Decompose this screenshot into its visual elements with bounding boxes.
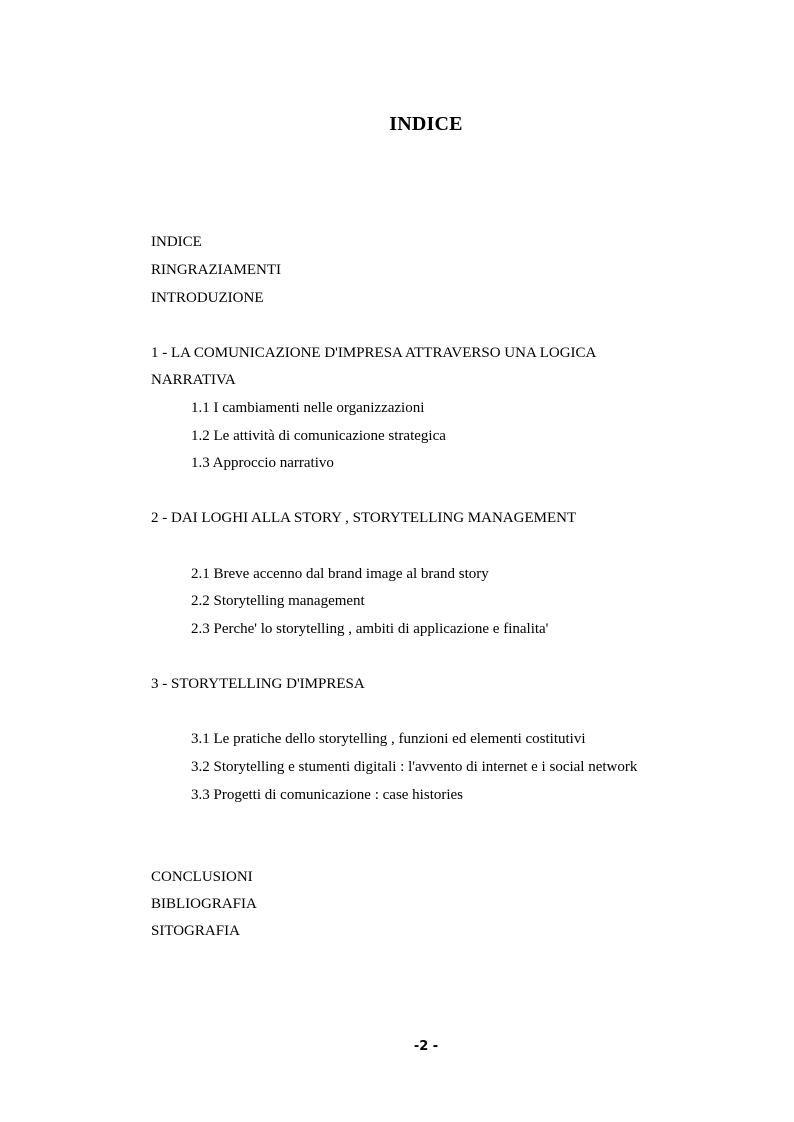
toc-section-2-3: 2.3 Perche' lo storytelling , ambiti di applicazione e finalita' (191, 621, 549, 637)
toc-chapter-2-title: 2 - DAI LOGHI ALLA STORY , STORYTELLING MANAGEMENT (151, 510, 577, 526)
toc-section-1-3: 1.3 Approccio narrativo (191, 455, 334, 471)
toc-entry-conclusioni: CONCLUSIONI (151, 869, 253, 885)
toc-section-2-2: 2.2 Storytelling management (191, 593, 365, 609)
toc-entry-introduzione: INTRODUZIONE (151, 290, 264, 306)
toc-chapter-1-title-continued: NARRATIVA (151, 372, 236, 388)
page-number: -2 - (413, 1039, 439, 1054)
toc-section-1-1: 1.1 I cambiamenti nelle organizzazioni (191, 400, 425, 416)
toc-entry-bibliografia: BIBLIOGRAFIA (151, 896, 257, 912)
toc-chapter-1-title: 1 - LA COMUNICAZIONE D'IMPRESA ATTRAVERSO UNA LOGICA (151, 345, 597, 361)
toc-chapter-3-title: 3 - STORYTELLING D'IMPRESA (151, 676, 365, 692)
toc-entry-indice: INDICE (151, 234, 202, 250)
toc-section-3-1: 3.1 Le pratiche dello storytelling , funzioni ed elementi costitutivi (191, 731, 586, 747)
toc-section-1-2: 1.2 Le attività di comunicazione strategica (191, 428, 446, 444)
toc-section-2-1: 2.1 Breve accenno dal brand image al brand story (191, 566, 489, 582)
toc-entry-sitografia: SITOGRAFIA (151, 923, 240, 939)
toc-entry-ringraziamenti: RINGRAZIAMENTI (151, 262, 281, 278)
toc-section-3-3: 3.3 Progetti di comunicazione : case histories (191, 787, 464, 803)
page-title: INDICE (389, 113, 463, 135)
toc-section-3-2: 3.2 Storytelling e stumenti digitali : l'avvento di internet e i social network (191, 759, 638, 775)
